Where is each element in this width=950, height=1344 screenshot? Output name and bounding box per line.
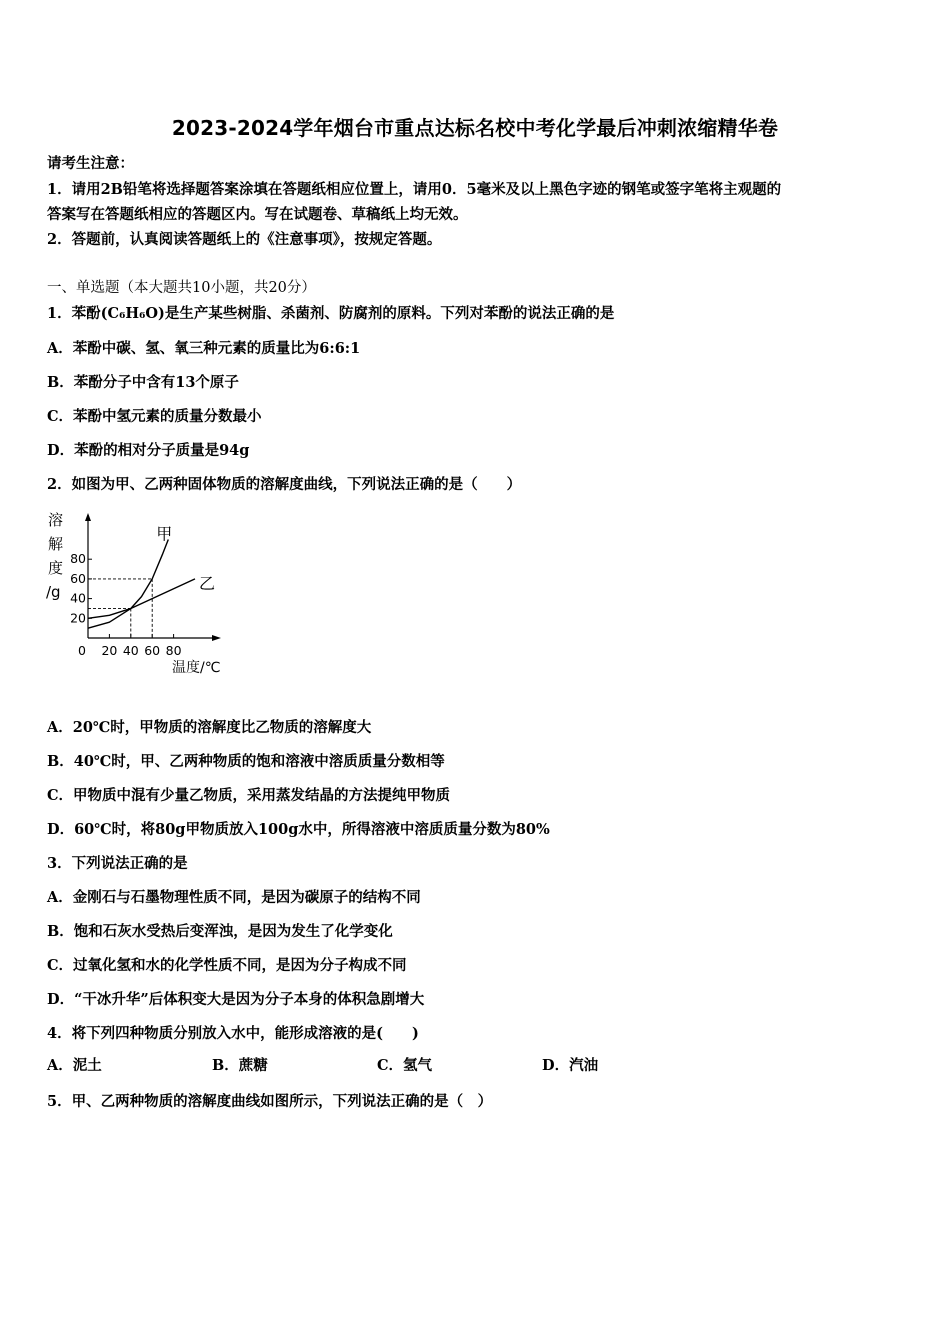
x-axis-label: 温度/℃ [172, 660, 221, 676]
y-tick-label: 40 [70, 590, 86, 606]
notice-line-2: 答案写在答题纸相应的答题区内。写在试题卷、草稿纸上均无效。 [47, 206, 468, 223]
chart-curves [88, 540, 195, 629]
y-tick-label: 60 [70, 570, 86, 586]
notice-line-1: 1．请用2B铅笔将选择题答案涂填在答题纸相应位置上，请用0．5毫米及以上黑色字迹的钢笔或签字笔将主观题的 [47, 181, 782, 198]
q4-option-d: D．汽油 [542, 1057, 599, 1074]
y-tick-label: 20 [70, 610, 86, 626]
y-axis-label-char: 溶 [48, 511, 64, 529]
q1-option-c: C．苯酚中氢元素的质量分数最小 [47, 408, 262, 425]
x-tick-label: 40 [122, 643, 139, 658]
y-axis-label-char: /g [46, 583, 61, 601]
y-axis-arrow [85, 513, 91, 521]
chart-guide-lines [88, 579, 152, 638]
q2-stem: 2．如图为甲、乙两种固体物质的溶解度曲线，下列说法正确的是（ ） [47, 476, 522, 493]
q1-option-d: D．苯酚的相对分子质量是94g [47, 442, 250, 459]
solubility-chart [40, 505, 240, 680]
curve-yi [88, 579, 195, 618]
q2-option-b: B．40℃时，甲、乙两种物质的饱和溶液中溶质质量分数相等 [47, 753, 445, 770]
q4-option-a: A．泥土 [47, 1057, 102, 1074]
q1-stem: 1．苯酚(C₆H₆O)是生产某些树脂、杀菌剂、防腐剂的原料。下列对苯酚的说法正确的是 [47, 305, 615, 322]
q4-option-c: C．氢气 [377, 1057, 433, 1074]
x-tick-label: 80 [165, 643, 182, 658]
y-tick-label: 80 [70, 551, 86, 567]
q3-stem: 3．下列说法正确的是 [47, 855, 188, 872]
page-title: 2023-2024学年烟台市重点达标名校中考化学最后冲刺浓缩精华卷 [171, 116, 779, 140]
q2-option-c: C．甲物质中混有少量乙物质，采用蒸发结晶的方法提纯甲物质 [47, 787, 451, 804]
q3-option-c: C．过氧化氢和水的化学性质不同，是因为分子构成不同 [47, 957, 407, 974]
x-tick-label: 0 [78, 643, 86, 658]
x-tick-label: 60 [144, 643, 161, 658]
q4-stem: 4．将下列四种物质分别放入水中，能形成溶液的是( ) [47, 1025, 419, 1042]
q3-option-a: A．金刚石与石墨物理性质不同，是因为碳原子的结构不同 [47, 889, 421, 906]
q1-option-a: A．苯酚中碳、氢、氧三种元素的质量比为6:6:1 [47, 340, 361, 357]
y-axis-label-char: 解 [48, 535, 64, 553]
x-tick-label: 20 [101, 643, 118, 658]
chart-labels [46, 511, 220, 676]
curve-jia [88, 540, 168, 629]
x-axis-arrow [212, 635, 221, 641]
q3-option-b: B．饱和石灰水受热后变浑浊，是因为发生了化学变化 [47, 923, 393, 940]
q2-option-d: D．60℃时，将80g甲物质放入100g水中，所得溶液中溶质质量分数为80% [47, 821, 550, 838]
notice-heading: 请考生注意： [47, 155, 134, 172]
q5-stem: 5．甲、乙两种物质的溶解度曲线如图所示，下列说法正确的是（ ） [47, 1093, 493, 1110]
series-label-jia: 甲 [156, 524, 173, 544]
q1-option-b: B．苯酚分子中含有13个原子 [47, 374, 239, 391]
q3-option-d: D．“干冰升华”后体积变大是因为分子本身的体积急剧增大 [47, 991, 425, 1008]
section-heading: 一、单选题（本大题共10小题，共20分） [47, 280, 316, 296]
q4-option-b: B．蔗糖 [212, 1057, 268, 1074]
y-axis-label-char: 度 [48, 559, 64, 577]
q2-option-a: A．20℃时，甲物质的溶解度比乙物质的溶解度大 [47, 719, 372, 736]
notice-line-3: 2．答题前，认真阅读答题纸上的《注意事项》，按规定答题。 [47, 231, 442, 248]
series-label-yi: 乙 [199, 573, 216, 593]
